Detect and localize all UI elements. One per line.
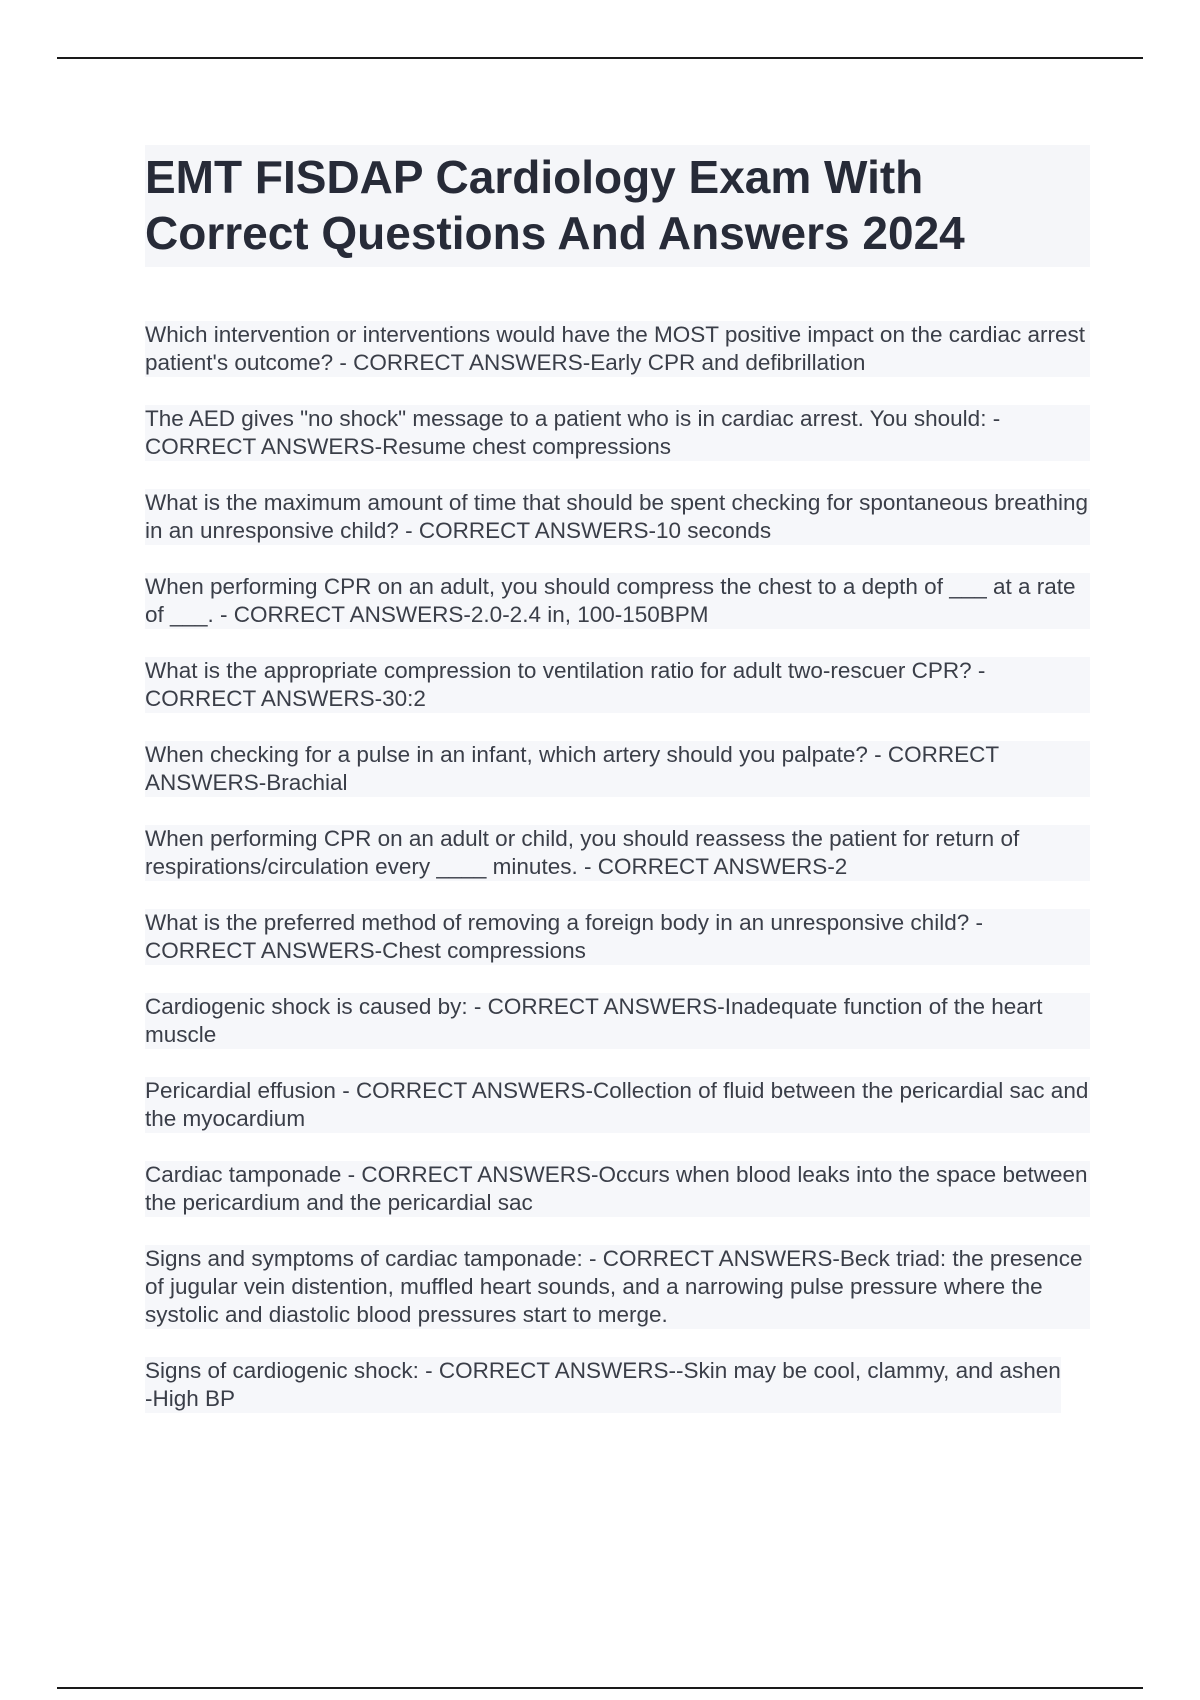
qa-item: When performing CPR on an adult or child, you should reassess the patient for return of respirations/circulation every ____ minutes. - CORRECT ANSWERS-2 bbox=[145, 825, 1090, 881]
qa-item: Pericardial effusion - CORRECT ANSWERS-Collection of fluid between the pericardial sac and the myocardium bbox=[145, 1078, 1089, 1131]
qa-item: The AED gives "no shock" message to a patient who is in cardiac arrest. You should: - CORRECT ANSWERS-Resume chest compressions bbox=[145, 405, 1090, 461]
bottom-rule bbox=[57, 1687, 1143, 1689]
qa-item: Cardiac tamponade - CORRECT ANSWERS-Occurs when blood leaks into the space between the pericardium and the pericardial sac bbox=[145, 1161, 1090, 1217]
title-block bbox=[145, 145, 1090, 267]
qa-item: Signs of cardiogenic shock: - CORRECT ANSWERS--Skin may be cool, clammy, and ashen -High BP bbox=[145, 1358, 1061, 1411]
qa-item: When performing CPR on an adult, you should compress the chest to a depth of ___ at a rate of ___. - CORRECT ANSWERS-2.0-2.4 in, 100-150BPM bbox=[145, 573, 1090, 629]
qa-item: What is the preferred method of removing a foreign body in an unresponsive child? - CORRECT ANSWERS-Chest compressions bbox=[145, 909, 1090, 965]
qa-item: Signs and symptoms of cardiac tamponade: - CORRECT ANSWERS-Beck triad: the presence of jugular vein distention, muffled heart sounds, and a narrowing pulse pressure where the systolic and diastolic blood pressures start to merge. bbox=[145, 1245, 1090, 1329]
qa-list bbox=[145, 321, 1090, 1413]
qa-item: What is the maximum amount of time that should be spent checking for spontaneous breathing in an unresponsive child? - CORRECT ANSWERS-10 seconds bbox=[145, 490, 1089, 543]
document-body bbox=[145, 145, 1090, 1441]
document-title: EMT FISDAP Cardiology Exam With Correct Questions And Answers 2024 bbox=[145, 151, 965, 259]
qa-item: When checking for a pulse in an infant, which artery should you palpate? - CORRECT ANSWERS-Brachial bbox=[145, 741, 1090, 797]
top-rule bbox=[57, 57, 1143, 59]
qa-item: Cardiogenic shock is caused by: - CORRECT ANSWERS-Inadequate function of the heart muscle bbox=[145, 993, 1090, 1049]
qa-item: What is the appropriate compression to ventilation ratio for adult two-rescuer CPR? - CORRECT ANSWERS-30:2 bbox=[145, 657, 1090, 713]
qa-item: Which intervention or interventions would have the MOST positive impact on the cardiac arrest patient's outcome? - CORRECT ANSWERS-Early CPR and defibrillation bbox=[145, 321, 1090, 377]
